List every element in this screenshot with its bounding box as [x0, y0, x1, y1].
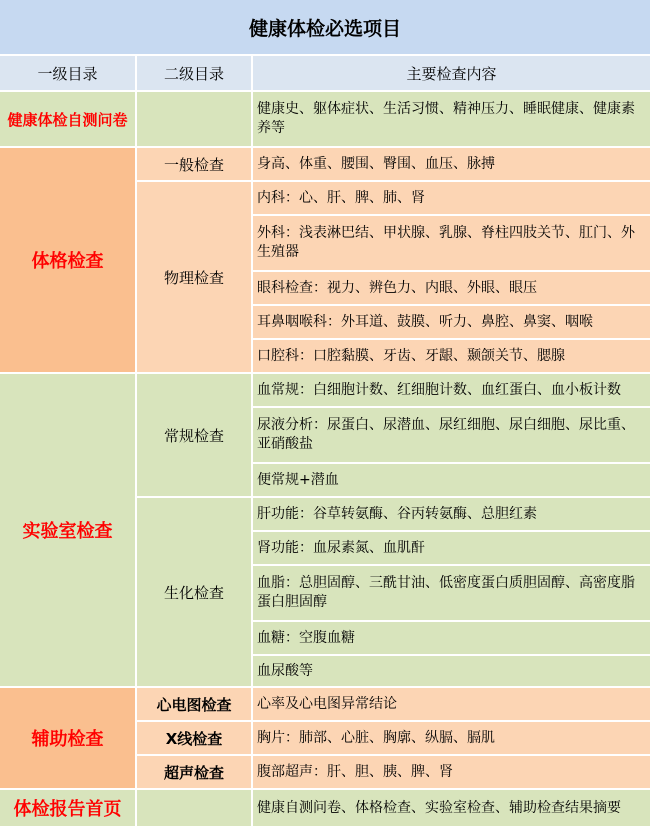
- subcategory-xray: X线检查: [137, 722, 253, 756]
- list-item: 血尿酸等: [253, 656, 652, 688]
- subcategory-general: 一般检查: [137, 148, 253, 182]
- category-lab: 实验室检查: [0, 374, 137, 688]
- xray-content: 胸片：肺部、心脏、胸廓、纵膈、膈肌: [253, 722, 652, 756]
- list-item: 便常规+潜血: [253, 464, 652, 498]
- list-item: 内科：心、肝、脾、肺、肾: [253, 182, 652, 216]
- ultrasound-content: 腹部超声：肝、胆、胰、脾、肾: [253, 756, 652, 790]
- list-item: 血常规：白细胞计数、红细胞计数、血红蛋白、血小板计数: [253, 374, 652, 408]
- subcategory-ecg: 心电图检查: [137, 688, 253, 722]
- header-level2: 二级目录: [137, 56, 253, 92]
- subcategory-ultrasound: 超声检查: [137, 756, 253, 790]
- subcategory-empty: [137, 790, 253, 828]
- header-level1: 一级目录: [0, 56, 137, 92]
- list-item: 尿液分析：尿蛋白、尿潜血、尿红细胞、尿白细胞、尿比重、亚硝酸盐: [253, 408, 652, 464]
- list-item: 血糖：空腹血糖: [253, 622, 652, 656]
- questionnaire-content: 健康史、躯体症状、生活习惯、精神压力、睡眠健康、健康素养等: [253, 92, 652, 148]
- category-questionnaire: 健康体检自测问卷: [0, 92, 137, 148]
- subcategory-routine: 常规检查: [137, 374, 253, 498]
- list-item: 口腔科：口腔黏膜、牙齿、牙龈、颞颌关节、腮腺: [253, 340, 652, 374]
- general-content: 身高、体重、腰围、臀围、血压、脉搏: [253, 148, 652, 182]
- list-item: 眼科检查：视力、辨色力、内眼、外眼、眼压: [253, 272, 652, 306]
- subcategory-empty: [137, 92, 253, 148]
- list-item: 肾功能：血尿素氮、血肌酐: [253, 532, 652, 566]
- table-title: 健康体检必选项目: [0, 0, 652, 56]
- list-item: 外科：浅表淋巴结、甲状腺、乳腺、脊柱四肢关节、肛门、外生殖器: [253, 216, 652, 272]
- category-report: 体检报告首页: [0, 790, 137, 828]
- list-item: 耳鼻咽喉科：外耳道、鼓膜、听力、鼻腔、鼻窦、咽喉: [253, 306, 652, 340]
- category-physical: 体格检查: [0, 148, 137, 374]
- subcategory-biochem: 生化检查: [137, 498, 253, 688]
- list-item: 血脂：总胆固醇、三酰甘油、低密度蛋白质胆固醇、高密度脂蛋白胆固醇: [253, 566, 652, 622]
- header-content: 主要检查内容: [253, 56, 652, 92]
- category-aux: 辅助检查: [0, 688, 137, 790]
- ecg-content: 心率及心电图异常结论: [253, 688, 652, 722]
- list-item: 肝功能：谷草转氨酶、谷丙转氨酶、总胆红素: [253, 498, 652, 532]
- subcategory-physical-exam: 物理检查: [137, 182, 253, 374]
- report-content: 健康自测问卷、体格检查、实验室检查、辅助检查结果摘要: [253, 790, 652, 828]
